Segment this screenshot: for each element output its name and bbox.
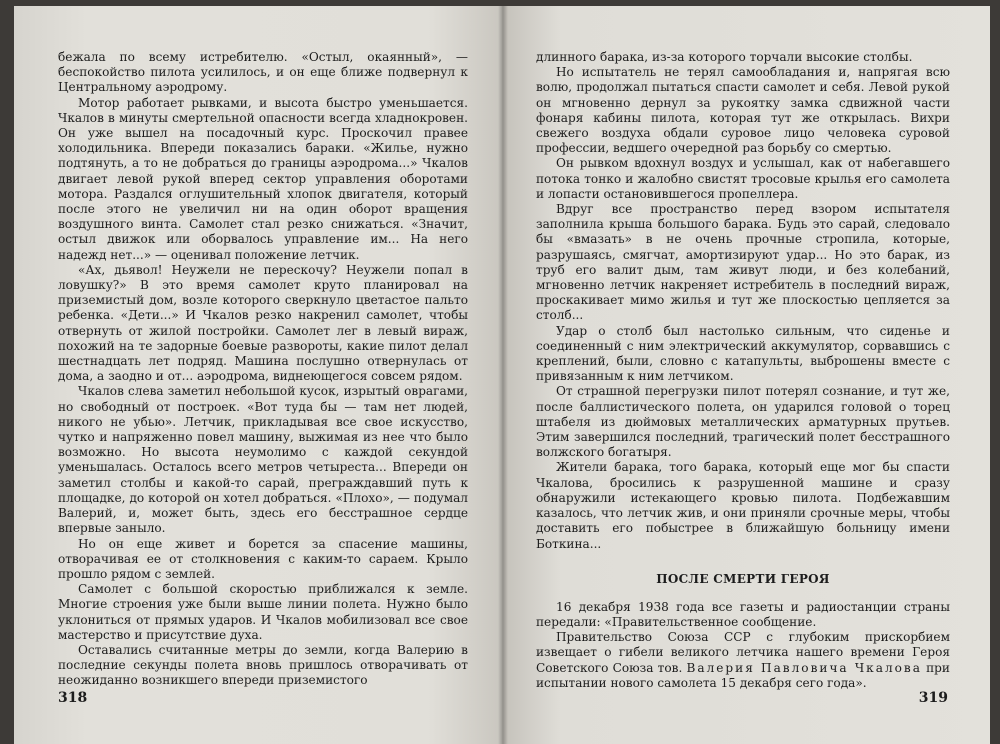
page-number-right: 319 [918,690,948,706]
paragraph: Жители барака, того барака, который еще мог бы спасти Чкалова, бросились к разрушенной машине и сразу обнаружили истекающего кровью пилота. Подбежавшим казалось, что летчик жив, и они приняли срочные меры, чтобы доставить его побыстрее в ближайшую больницу имени Боткина... [536,460,950,551]
paragraph: Самолет с большой скоростью приближался к земле. Многие строения уже были выше линии полета. Нужно было уклониться от прямых ударов. И Чкалов мобилизовал все свое мастерство и присутствие духа. [58,582,468,642]
paragraph: Вдруг все пространство перед взором испытателя заполнила крыша большого барака. Будь это сарай, следовало бы «вмазать» в не очень прочные стропила, которые, разрушаясь, смягчат, амортизируют удар... Но это барак, из труб его валит дым, там живут люди, и без колебаний, мгновенно летчик накреняет истребитель в последний вираж, проскакивает мимо жилья и тут же плоскостью цепляется за столб... [536,202,950,323]
paragraph: Но он еще живет и борется за спасение машины, отворачивая ее от столкновения с каким-то сараем. Крыло прошло рядом с землей. [58,536,468,581]
paragraph: От страшной перегрузки пилот потерял сознание, и тут же, после баллистического полета, он ударился головой о торец штабеля из дюймовых металлических арматурных прутьев. Этим завершился последний, трагический полет бесстрашного волжского богатыря. [536,384,950,460]
left-page [14,6,502,744]
paragraph: длинного барака, из-за которого торчали высокие столбы. [536,50,913,64]
page-number-left: 318 [58,690,88,706]
paragraph: Оставались считанные метры до земли, когда Валерию в последние секунды полета вновь пришлось отворачивать от неожиданно возникшего впереди приземистого [58,642,468,688]
book-gutter [498,6,508,744]
text-run: Правительство Союза ССР с глубоким прискорбием извещает о гибели великого летчика нашего времени Героя Советского Союза тов. [536,630,950,675]
paragraph: Мотор работает рывками, и высота быстро уменьшается. Чкалов в минуты смертельной опасности всегда хладнокровен. Он уже вышел на посадочный курс. Проскочил правее холодильника. Впереди показались бараки. «Жилье, нужно подтянуть, а то не добраться до границы аэродрома...» Чкалов двигает левой рукой вперед сектор управления оборотами мотора. Раздался оглушительный хлопок двигателя, который после этого не увеличил ни на один оборот вращения воздушного винта. Самолет стал резко снижаться. «Значит, остыл движок или оборвалось управление им... На него надежд нет...» — оценивал положение летчик. [58,95,468,262]
section-heading: ПОСЛЕ СМЕРТИ ГЕРОЯ [656,571,830,586]
paragraph: Но испытатель не терял самообладания и, напрягая всю волю, продолжал пытаться спасти самолет и себя. Левой рукой он мгновенно дернул за рукоятку замка сдвижной части фонаря кабины пилота, которая тут же открылась. Вихри свежего воздуха обдали суровое лицо человека суровой профессии, ведшего очередной раз борьбу со смертью. [536,65,950,156]
paragraph [536,630,950,691]
text-run: при испытании нового самолета 15 декабря сего года». [536,660,950,690]
paragraph: Удар о столб был настолько сильным, что сиденье и соединенный с ним электрический аккумулятор, сорвавшись с креплений, были, словно с катапульты, выброшены вместе с привязанным к ним летчиком. [536,323,950,384]
right-page [502,6,990,744]
right-page-text [536,50,950,691]
paragraph: бежала по всему истребителю. «Остыл, окаянный», — беспокойство пилота усилилось, и он еще ближе подвернул к Центральному аэродрому. [58,50,468,95]
hero-name: Валерия Павловича Чкалова [686,660,922,675]
paragraph: «Ах, дьявол! Неужели не перескочу? Неужели попал в ловушку?» В это время самолет круто планировал на приземистый дом, возле которого сверкнуло цветастое пальто ребенка. «Дети...» И Чкалов резко накренил самолет, чтобы отвернуть от жилой постройки. Самолет лег в левый вираж, похожий на те задорные боевые развороты, какие пилот делал шестнадцать лет подряд. Машина послушно отвернулась от дома, а заодно и от... аэродрома, виднеющегося совсем рядом. [58,262,468,384]
left-page-text [58,50,468,689]
paragraph: Чкалов слева заметил небольшой кусок, изрытый оврагами, но свободный от построек. «Вот туда бы — там нет людей, никого не убью». Летчик, прикладывая все свое искусство, чутко и напряженно повел машину, выжимая из нее что было возможно. Но высота неумолимо с каждой секундой уменьшалась. Осталось всего метров четыреста... Впереди он заметил столбы и какой-то сарай, преграждавший путь к площадке, до которой он хотел добраться. «Плохо», — подумал Валерий, и, может быть, здесь его бесстрашное сердце впервые заныло. [58,384,468,536]
book-spread [14,6,990,744]
paragraph: Он рывком вдохнул воздух и услышал, как от набегавшего потока тонко и жалобно свистят тросовые крылья его самолета и лопасти остановившегося пропеллера. [536,156,950,201]
paragraph: 16 декабря 1938 года все газеты и радиостанции страны передали: «Правительственное сообщение. [536,599,950,629]
